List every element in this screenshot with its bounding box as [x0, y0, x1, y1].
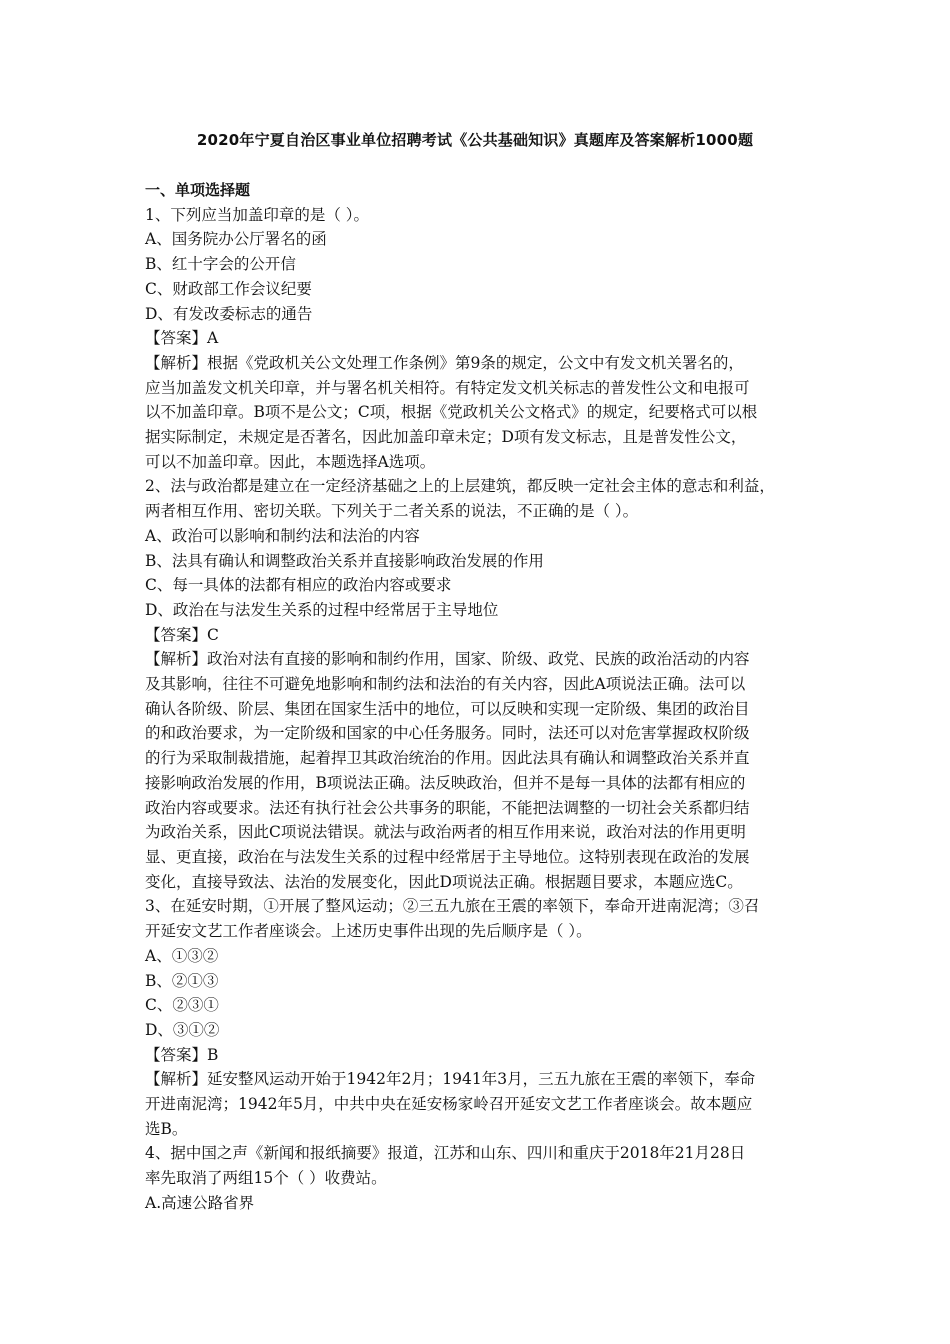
text-line: 开延安文艺工作者座谈会。上述历史事件出现的先后顺序是（ ）。 [145, 922, 592, 941]
text-lines [145, 203, 825, 1216]
text-line: D、③①② [145, 1020, 220, 1039]
text-line: B、红十字会的公开信 [145, 255, 296, 274]
text-line: 【答案】B [145, 1045, 219, 1064]
text-line: 以不加盖印章。B项不是公文；C项，根据《党政机关公文格式》的规定，纪要格式可以根 [145, 403, 758, 422]
text-line: A、国务院办公厅署名的函 [145, 230, 327, 249]
text-line: A.高速公路省界 [145, 1193, 255, 1212]
text-line: D、有发改委标志的通告 [145, 304, 313, 323]
text-line: 3、在延安时期，①开展了整风运动；②三五九旅在王震的率领下，奉命开进南泥湾；③召 [145, 897, 760, 916]
text-line: 2、法与政治都是建立在一定经济基础之上的上层建筑，都反映一定社会主体的意志和利益， [145, 477, 775, 496]
text-line: 的和政治要求，为一定阶级和国家的中心任务服务。同时，法还可以对危害掌握政权阶级 [145, 724, 750, 743]
text-line: A、政治可以影响和制约法和法治的内容 [145, 526, 420, 545]
document-body [145, 178, 825, 1216]
text-line: 为政治关系，因此C项说法错误。就法与政治两者的相互作用来说，政治对法的作用更明 [145, 823, 746, 842]
text-line: C、②③① [145, 996, 219, 1015]
page-title: 2020年宁夏自治区事业单位招聘考试《公共基础知识》真题库及答案解析1000题 [196, 131, 754, 149]
text-line: B、②①③ [145, 971, 219, 990]
text-line: 选B。 [145, 1119, 188, 1138]
text-line: 4、据中国之声《新闻和报纸摘要》报道，江苏和山东、四川和重庆于2018年21月28日 [145, 1144, 746, 1163]
text-line: A、①③② [145, 946, 219, 965]
text-line: 【解析】政治对法有直接的影响和制约作用，国家、阶级、政党、民族的政治活动的内容 [145, 650, 750, 669]
text-line: 【解析】根据《党政机关公文处理工作条例》第9条的规定，公文中有发文机关署名的， [145, 353, 744, 372]
text-line: 率先取消了两组15个（ ）收费站。 [145, 1169, 387, 1188]
text-line: 两者相互作用、密切关联。下列关于二者关系的说法，不正确的是（ ）。 [145, 502, 639, 521]
text-line: 1、下列应当加盖印章的是（ ）。 [145, 205, 370, 224]
text-line: 变化，直接导致法、法治的发展变化，因此D项说法正确。根据题目要求，本题应选C。 [145, 872, 743, 891]
text-line: 确认各阶级、阶层、集团在国家生活中的地位，可以反映和实现一定阶级、集团的政治目 [145, 699, 750, 718]
text-line: 显、更直接，政治在与法发生关系的过程中经常居于主导地位。这特别表现在政治的发展 [145, 847, 750, 866]
text-line: 可以不加盖印章。因此，本题选择A选项。 [145, 452, 436, 471]
section-heading: 一、单项选择题 [145, 181, 251, 199]
text-line: 及其影响，往往不可避免地影响和制约法和法治的有关内容，因此A项说法正确。法可以 [145, 675, 746, 694]
text-line: 【答案】A [145, 329, 219, 348]
text-line: 的行为采取制裁措施，起着捍卫其政治统治的作用。因此法具有确认和调整政治关系并直 [145, 749, 750, 768]
text-line: D、政治在与法发生关系的过程中经常居于主导地位 [145, 600, 499, 619]
text-line: 开进南泥湾；1942年5月，中共中央在延安杨家岭召开延安文艺工作者座谈会。故本题应 [145, 1095, 753, 1114]
text-line: 【解析】延安整风运动开始于1942年2月；1941年3月，三五九旅在王震的率领下，奉命 [145, 1070, 756, 1089]
text-line: 应当加盖发文机关印章，并与署名机关相符。有特定发文机关标志的普发性公文和电报可 [145, 378, 750, 397]
text-line: B、法具有确认和调整政治关系并直接影响政治发展的作用 [145, 551, 544, 570]
text-line: 【答案】C [145, 625, 219, 644]
text-line: 据实际制定，未规定是否著名，因此加盖印章未定；D项有发文标志，且是普发性公文， [145, 428, 747, 447]
text-line: 政治内容或要求。法还有执行社会公共事务的职能，不能把法调整的一切社会关系都归结 [145, 798, 750, 817]
text-line: 接影响政治发展的作用，B项说法正确。法反映政治，但并不是每一具体的法都有相应的 [145, 773, 746, 792]
text-line: C、每一具体的法都有相应的政治内容或要求 [145, 576, 452, 595]
text-line: C、财政部工作会议纪要 [145, 279, 312, 298]
